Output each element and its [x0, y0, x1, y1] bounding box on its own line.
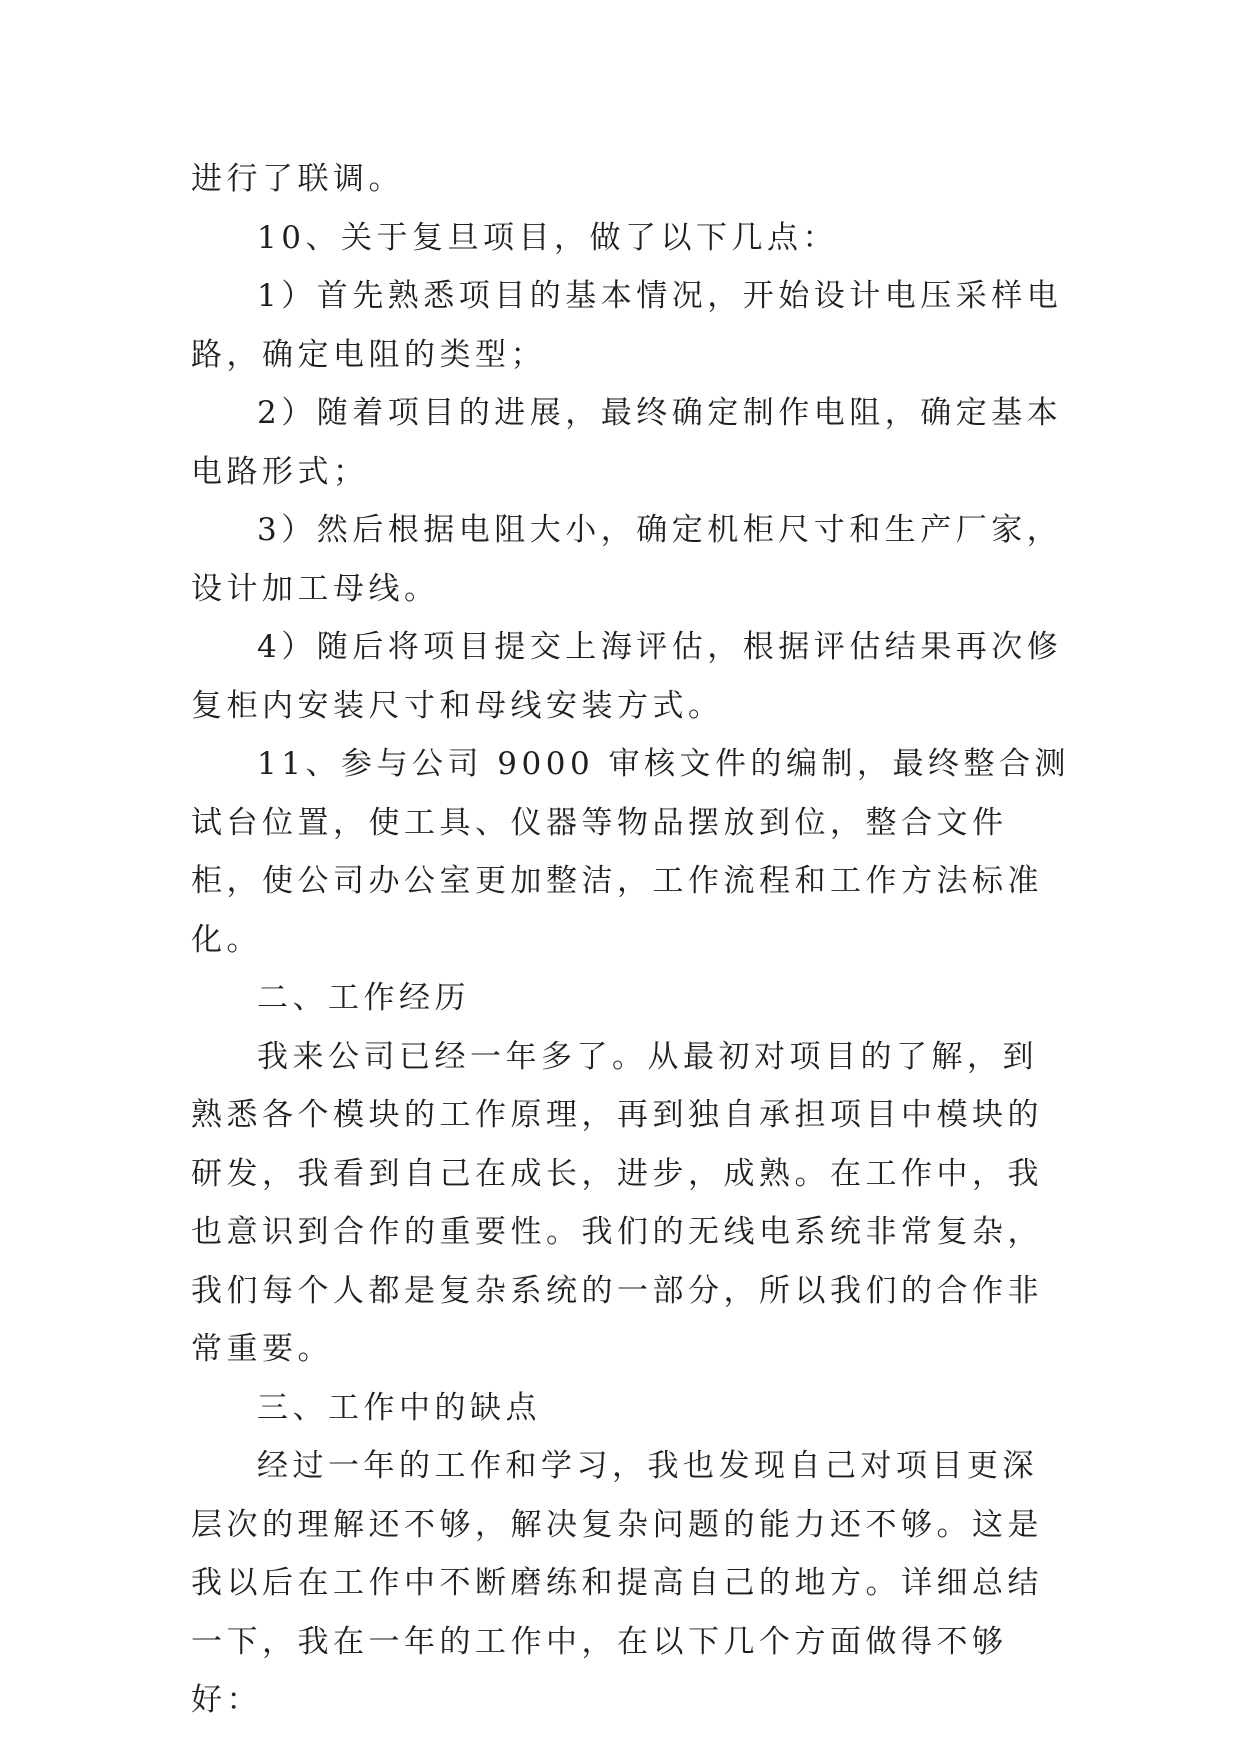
- paragraph-continuation: 进行了联调。: [191, 161, 404, 197]
- paragraph-work-experience: 我来公司已经一年多了。从最初对项目的了解，到熟悉各个模块的工作原理，再到独自承担项目中模块的研发，我看到自己在成长，进步，成熟。在工作中，我也意识到合作的重要性。我们的无线电系统非常复杂，我们每个人都是复杂系统的一部分，所以我们的合作非常重要。: [191, 1038, 1043, 1367]
- document-body: [191, 150, 1071, 1730]
- paragraph-subitem-1: 1）首先熟悉项目的基本情况，开始设计电压采样电路，确定电阻的类型；: [191, 278, 1063, 373]
- paragraph-item-11: 11、参与公司 9000 审核文件的编制，最终整合测试台位置，使工具、仪器等物品摆放到位，整合文件柜，使公司办公室更加整洁，工作流程和工作方法标准化。: [191, 746, 1071, 958]
- paragraph-subitem-3: 3）然后根据电阻大小，确定机柜尺寸和生产厂家，设计加工母线。: [191, 512, 1063, 607]
- paragraph-shortcomings: 经过一年的工作和学习，我也发现自己对项目更深层次的理解还不够，解决复杂问题的能力还不够。这是我以后在工作中不断磨练和提高自己的地方。详细总结一下，我在一年的工作中，在以下几个方面做得不够好：: [191, 1448, 1043, 1718]
- paragraph-subitem-4: 4）随后将项目提交上海评估，根据评估结果再次修复柜内安装尺寸和母线安装方式。: [191, 629, 1063, 724]
- paragraph-item-10: 10、关于复旦项目，做了以下几点：: [257, 219, 838, 256]
- section-heading-shortcomings: 三、工作中的缺点: [257, 1389, 541, 1426]
- section-heading-work-experience: 二、工作经历: [257, 980, 470, 1016]
- paragraph-subitem-2: 2）随着项目的进展，最终确定制作电阻，确定基本电路形式；: [191, 395, 1063, 490]
